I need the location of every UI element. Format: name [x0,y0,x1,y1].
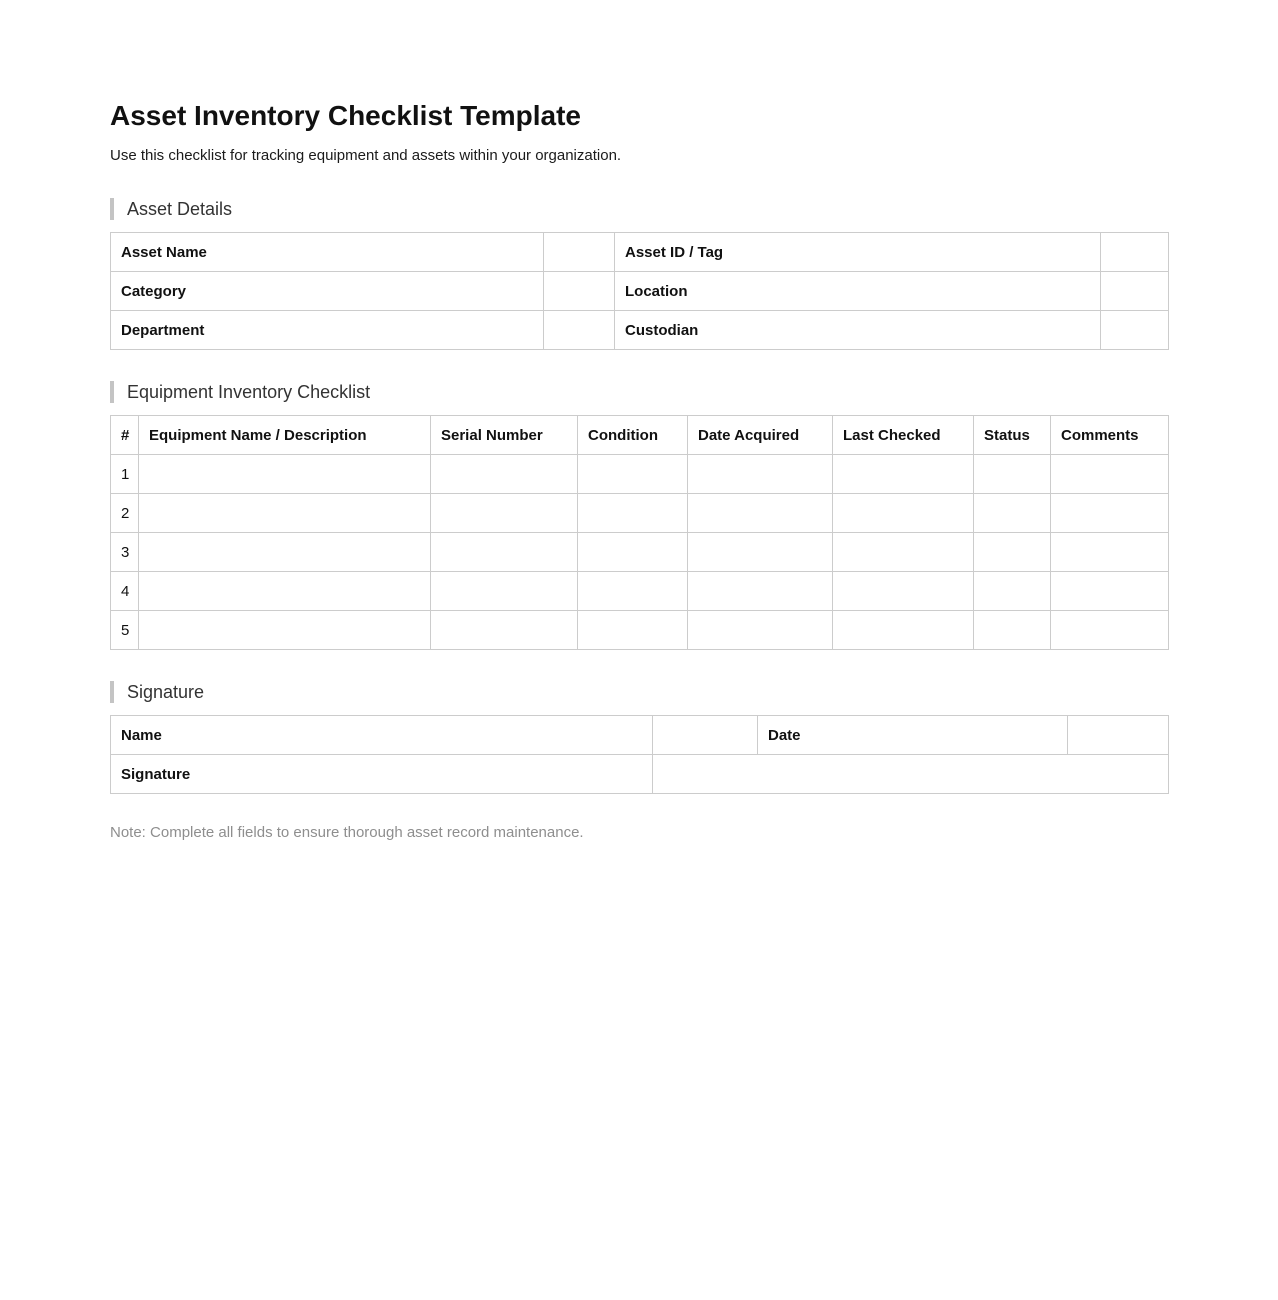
comments-cell [1051,494,1169,533]
equipment-name-cell [139,494,431,533]
custodian-value-cell [1101,311,1169,350]
equipment-checklist-heading: Equipment Inventory Checklist [110,381,1168,403]
signature-date-value-cell [1068,716,1169,755]
status-cell [974,494,1051,533]
condition-cell [578,533,688,572]
signature-name-value-cell [653,716,758,755]
equipment-name-cell [139,611,431,650]
row-number: 2 [111,494,139,533]
comments-cell [1051,611,1169,650]
asset-id-tag-label: Asset ID / Tag [615,233,1101,272]
col-header-equipment-name: Equipment Name / Description [139,416,431,455]
comments-cell [1051,455,1169,494]
serial-number-cell [431,494,578,533]
date-acquired-cell [688,533,833,572]
category-label: Category [111,272,544,311]
condition-cell [578,572,688,611]
condition-cell [578,611,688,650]
comments-cell [1051,572,1169,611]
asset-details-table [110,232,1169,350]
section-asset-details [110,198,1168,350]
condition-cell [578,494,688,533]
asset-details-row [111,233,1169,272]
col-header-serial-number: Serial Number [431,416,578,455]
condition-cell [578,455,688,494]
row-number: 1 [111,455,139,494]
asset-name-label: Asset Name [111,233,544,272]
equipment-name-cell [139,455,431,494]
date-acquired-cell [688,455,833,494]
col-header-status: Status [974,416,1051,455]
date-acquired-cell [688,494,833,533]
comments-cell [1051,533,1169,572]
serial-number-cell [431,611,578,650]
department-value-cell [544,311,615,350]
equipment-row [111,572,1169,611]
signature-date-label: Date [758,716,1068,755]
section-equipment-checklist [110,381,1168,650]
asset-id-tag-value-cell [1101,233,1169,272]
asset-name-value-cell [544,233,615,272]
location-value-cell [1101,272,1169,311]
equipment-row [111,455,1169,494]
asset-details-row [111,272,1169,311]
row-number: 3 [111,533,139,572]
serial-number-cell [431,455,578,494]
department-label: Department [111,311,544,350]
row-number: 4 [111,572,139,611]
signature-heading: Signature [110,681,1168,703]
equipment-name-cell [139,533,431,572]
section-signature [110,681,1168,794]
status-cell [974,611,1051,650]
signature-sign-row [111,755,1169,794]
signature-name-label: Name [111,716,653,755]
signature-name-row [111,716,1169,755]
equipment-row [111,611,1169,650]
equipment-row [111,533,1169,572]
last-checked-cell [833,455,974,494]
row-number: 5 [111,611,139,650]
signature-table [110,715,1169,794]
equipment-name-cell [139,572,431,611]
status-cell [974,455,1051,494]
col-header-comments: Comments [1051,416,1169,455]
signature-value-cell [653,755,1169,794]
serial-number-cell [431,533,578,572]
col-header-condition: Condition [578,416,688,455]
status-cell [974,572,1051,611]
equipment-row [111,494,1169,533]
equipment-checklist-table [110,415,1169,650]
date-acquired-cell [688,611,833,650]
equipment-table-header-row [111,416,1169,455]
last-checked-cell [833,533,974,572]
col-header-date-acquired: Date Acquired [688,416,833,455]
page-subtitle: Use this checklist for tracking equipment and assets within your organization. [110,147,622,164]
date-acquired-cell [688,572,833,611]
last-checked-cell [833,611,974,650]
asset-details-heading: Asset Details [110,198,1168,220]
status-cell [974,533,1051,572]
page-title: Asset Inventory Checklist Template [110,100,581,131]
col-header-number: # [111,416,139,455]
category-value-cell [544,272,615,311]
serial-number-cell [431,572,578,611]
last-checked-cell [833,494,974,533]
footer-note: Note: Complete all fields to ensure thorough asset record maintenance. [110,824,584,841]
custodian-label: Custodian [615,311,1101,350]
last-checked-cell [833,572,974,611]
asset-details-row [111,311,1169,350]
col-header-last-checked: Last Checked [833,416,974,455]
signature-label: Signature [111,755,653,794]
location-label: Location [615,272,1101,311]
